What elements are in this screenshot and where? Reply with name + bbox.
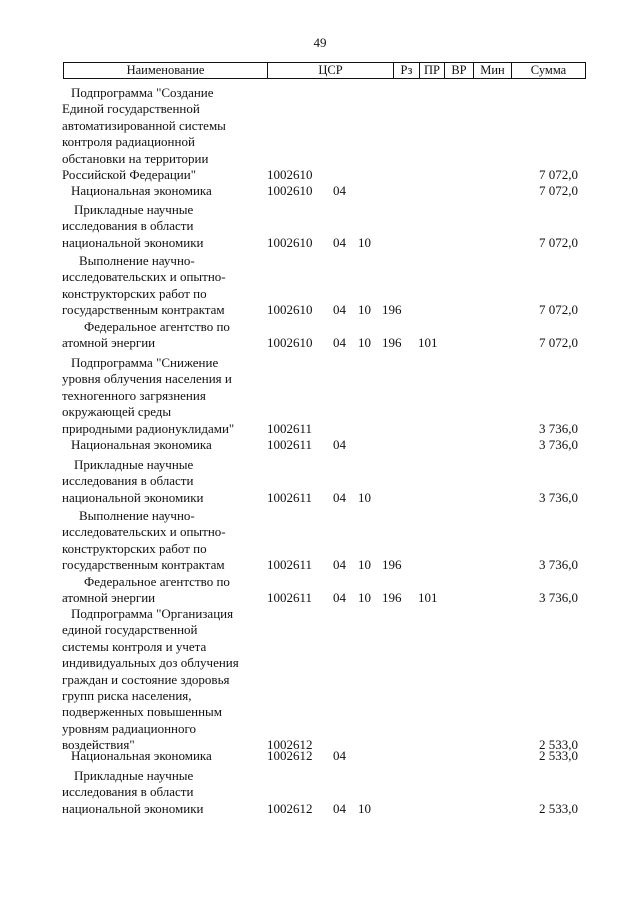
row-name-line: окружающей среды	[62, 404, 172, 420]
row-csr: 1002610	[267, 167, 313, 182]
row-name-line: природными радионуклидами"	[62, 420, 235, 436]
row-csr: 1002610	[267, 302, 313, 318]
row-sum: 3 736,0	[539, 489, 578, 505]
row-sum: 2 533,0	[539, 737, 578, 753]
row-rz: 04	[333, 557, 346, 573]
row-name-line: Национальная экономика	[71, 437, 212, 452]
row-name	[62, 508, 226, 574]
row-name-line: исследования в области	[62, 784, 194, 800]
row-csr: 1002611	[267, 590, 313, 606]
row-name-line: граждан и состояние здоровья	[62, 671, 230, 687]
header-name: Наименование	[126, 63, 205, 77]
row-name-line: подверженных повышенным	[62, 704, 222, 720]
row-name	[71, 437, 212, 453]
row-sum: 7 072,0	[539, 167, 578, 182]
row-sum: 3 736,0	[539, 420, 578, 436]
row-rz: 04	[333, 437, 346, 452]
row-sum: 2 533,0	[539, 800, 578, 816]
row-vr: 196	[382, 590, 402, 606]
row-name-line: конструкторских работ по	[62, 540, 207, 556]
row-sum: 3 736,0	[539, 557, 578, 573]
row-pr: 10	[358, 489, 371, 505]
row-csr: 1002610	[267, 234, 313, 250]
row-name-line: Единой государственной	[62, 101, 200, 117]
row-name-line: Национальная экономика	[71, 183, 212, 198]
row-name-line: Национальная экономика	[71, 748, 212, 763]
row-name-line: уровня облучения населения и	[62, 371, 232, 387]
row-name	[62, 355, 235, 437]
table-header	[63, 62, 586, 79]
row-name-line: Прикладные научные	[74, 768, 194, 783]
row-name-line: Федеральное агентство по	[84, 574, 230, 589]
header-vr: ВР	[444, 63, 473, 78]
row-name-line: Подпрограмма "Снижение	[71, 355, 219, 370]
header-pr: ПР	[419, 63, 444, 78]
row-name-line: атомной энергии	[62, 590, 156, 606]
row-pr: 10	[358, 234, 371, 250]
row-name-line: исследовательских и опытно-	[62, 524, 226, 540]
row-name-line: Подпрограмма "Создание	[71, 85, 214, 100]
row-vr: 196	[382, 302, 402, 318]
row-name	[62, 457, 204, 506]
row-name-line: воздействия"	[62, 737, 135, 753]
row-csr: 1002611	[267, 557, 313, 573]
row-csr: 1002612	[267, 748, 313, 763]
row-pr: 10	[358, 335, 371, 351]
row-name-line: Прикладные научные	[74, 457, 194, 472]
row-name-line: уровням радиационного	[62, 720, 196, 736]
row-rz: 04	[333, 800, 346, 816]
row-name-line: Прикладные научные	[74, 202, 194, 217]
row-sum: 3 736,0	[539, 437, 578, 452]
header-sum: Сумма	[511, 63, 585, 78]
row-pr: 10	[358, 590, 371, 606]
row-name-line: исследовательских и опытно-	[62, 269, 226, 285]
row-name-line: Российской Федерации"	[62, 167, 197, 183]
row-vr: 196	[382, 557, 402, 573]
row-name	[62, 85, 226, 183]
row-name-line: национальной экономики	[62, 489, 204, 505]
row-name-line: системы контроля и учета	[62, 638, 207, 654]
row-min: 101	[418, 335, 438, 351]
row-rz: 04	[333, 489, 346, 505]
row-name-line: атомной энергии	[62, 335, 156, 351]
row-csr: 1002610	[267, 335, 313, 351]
row-csr: 1002611	[267, 489, 313, 505]
row-rz: 04	[333, 234, 346, 250]
row-name-line: государственным контрактам	[62, 302, 225, 318]
row-sum: 7 072,0	[539, 183, 578, 198]
row-name-line: Выполнение научно-	[79, 508, 195, 523]
row-name	[71, 748, 212, 764]
row-min: 101	[418, 590, 438, 606]
header-rz: Рз	[393, 63, 419, 78]
row-name-line: конструкторских работ по	[62, 285, 207, 301]
row-name	[62, 202, 204, 251]
row-csr: 1002611	[267, 437, 313, 452]
row-name	[62, 768, 204, 817]
header-csr: ЦСР	[267, 63, 393, 78]
row-sum: 7 072,0	[539, 335, 578, 351]
row-name-line: национальной экономики	[62, 234, 204, 250]
row-name-line: Федеральное агентство по	[84, 319, 230, 334]
page-number: 49	[313, 35, 327, 50]
row-name-line: автоматизированной системы	[62, 117, 226, 133]
row-name-line: Выполнение научно-	[79, 253, 195, 268]
row-csr: 1002612	[267, 800, 313, 816]
row-name	[71, 183, 212, 199]
row-vr: 196	[382, 335, 402, 351]
row-rz: 04	[333, 335, 346, 351]
header-min: Мин	[473, 63, 511, 78]
row-rz: 04	[333, 183, 346, 198]
row-name-line: национальной экономики	[62, 800, 204, 816]
row-name	[62, 574, 230, 607]
row-name-line: единой государственной	[62, 622, 198, 638]
row-sum: 7 072,0	[539, 302, 578, 318]
row-pr: 10	[358, 302, 371, 318]
row-rz: 04	[333, 590, 346, 606]
row-name-line: Подпрограмма "Организация	[71, 606, 234, 621]
row-sum: 7 072,0	[539, 234, 578, 250]
row-name-line: техногенного загрязнения	[62, 387, 206, 403]
row-name-line: исследования в области	[62, 218, 194, 234]
row-name	[62, 253, 226, 319]
row-rz: 04	[333, 302, 346, 318]
row-rz: 04	[333, 748, 346, 763]
row-name-line: государственным контрактам	[62, 557, 225, 573]
row-sum: 3 736,0	[539, 590, 578, 606]
row-pr: 10	[358, 800, 371, 816]
row-name-line: обстановки на территории	[62, 150, 209, 166]
row-csr: 1002610	[267, 183, 313, 198]
row-name-line: групп риска населения,	[62, 688, 192, 704]
row-name-line: исследования в области	[62, 473, 194, 489]
row-pr: 10	[358, 557, 371, 573]
row-name	[62, 606, 239, 754]
row-name-line: индивидуальных доз облучения	[62, 655, 239, 671]
row-name	[62, 319, 230, 352]
row-csr: 1002612	[267, 737, 313, 753]
row-sum: 2 533,0	[539, 748, 578, 763]
row-csr: 1002611	[267, 420, 313, 436]
row-name-line: контроля радиационной	[62, 134, 195, 150]
